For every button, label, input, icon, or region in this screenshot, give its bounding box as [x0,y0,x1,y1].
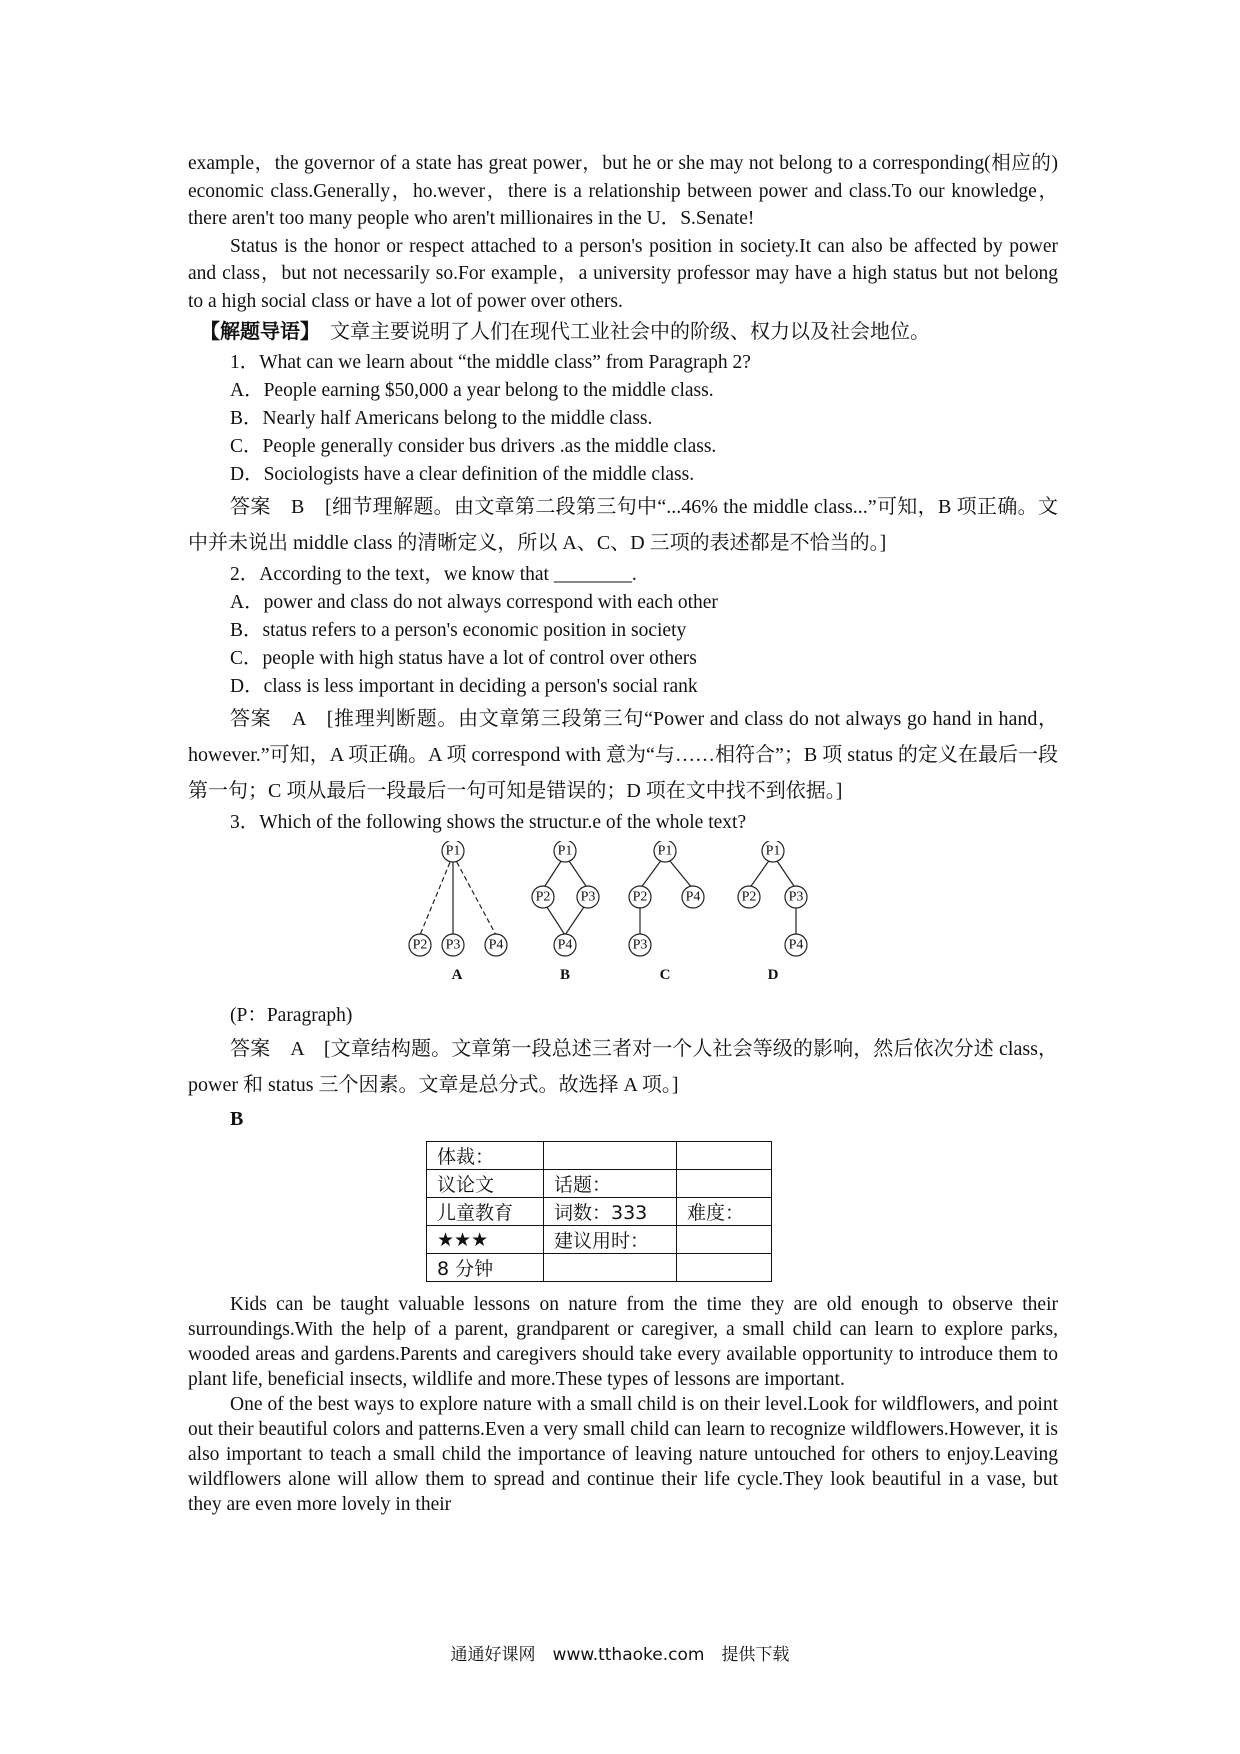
info-cell: 建议用时： [544,1226,677,1254]
info-cell: 议论文 [427,1170,544,1198]
info-cell [544,1142,677,1170]
node-label: P4 [557,937,573,953]
diagram-option-label: A [451,967,463,983]
answer-explanation: 答案 B [细节理解题。由文章第二段第三句中“...46% the middle class...”可知，B 项正确。文中并未说出 middle class 的清晰定义，所以 A、C、D 三项的表述都是不恰当的。] [188,496,1058,554]
node-label: P3 [580,889,596,905]
option: D．Sociologists have a clear definition of the middle class. [230,464,695,485]
answer-explanation: 答案 A [文章结构题。文章第一段总述三者对一个人社会等级的影响，然后依次分述 class，power 和 status 三个因素。文章是总分式。故选择 A 项。] [188,1038,1058,1096]
node-label: P4 [788,937,804,953]
node-label: P1 [657,843,673,859]
document-page [188,150,1058,1517]
info-cell [544,1254,677,1282]
info-cell [677,1170,772,1198]
question-3 [188,809,1058,1103]
node-label: P2 [741,889,757,905]
option: C．people with high status have a lot of control over others [230,648,697,669]
passage-a-paragraph: example，the governor of a state has great power，but he or she may not belong to a corresponding(相应的) economic class.Generally，ho.wever，there is a relationship between power and class.To our knowledge，there aren't too many people who aren't millionaires in the U．S.Senate! [188,153,1058,229]
question-2 [188,561,1058,809]
guide-label: 【解题导语】 [200,321,310,343]
node-label: P2 [412,937,428,953]
question-stem: 1．What can we learn about “the middle class” from Paragraph 2? [230,352,751,373]
info-cell: 8 分钟 [427,1254,544,1282]
node-label: P4 [685,889,701,905]
info-cell: 词数：333 [544,1198,677,1226]
passage-a-paragraph: Status is the honor or respect attached to a person's position in society.It can also be affected by power and class，but not necessarily so.For example，a university professor may have a high status but not belong to a high social class or have a lot of power over others. [188,235,1058,312]
node-label: P1 [445,843,461,859]
option: A．People earning $50,000 a year belong to the middle class. [230,380,714,401]
info-cell: 难度： [677,1198,772,1226]
guide-text: 文章主要说明了人们在现代工业社会中的阶级、权力以及社会地位。 [330,321,930,343]
diagram-option-label: B [559,967,571,983]
solving-guide [188,315,1058,349]
node-label: P3 [445,937,461,953]
section-b-heading: B [230,1108,244,1130]
node-label: P3 [632,937,648,953]
diagram-legend: (P：Paragraph) [230,1005,353,1026]
diagram-option-label: C [659,967,671,983]
info-cell [677,1254,772,1282]
info-cell: 儿童教育 [427,1198,544,1226]
passage-info-table [426,1141,772,1282]
option: B．status refers to a person's economic position in society [230,620,687,641]
info-cell [677,1226,772,1254]
info-cell: ★★★ [427,1226,544,1254]
option: B．Nearly half Americans belong to the middle class. [230,408,653,429]
diagram-option-label: D [767,967,779,983]
info-cell [677,1142,772,1170]
structure-diagrams [408,841,1058,1001]
page-footer: 通通好课网 www.tthaoke.com 提供下载 [450,1645,790,1665]
node-label: P1 [765,843,781,859]
node-label: P1 [557,843,573,859]
question-stem: 3．Which of the following shows the structur.e of the whole text? [230,812,747,833]
answer-explanation: 答案 A [推理判断题。由文章第三段第三句“Power and class do not always go hand in hand，however.”可知，A 项正确。A 项 correspond with 意为“与……相符合”；B 项 status 的定义在最后一段第一句；C 项从最后一段最后一句可知是错误的；D 项在文中找不到依据。] [188,708,1058,802]
question-stem: 2．According to the text，we know that ________. [230,564,637,585]
node-label: P4 [488,937,504,953]
question-1 [188,349,1058,561]
option: C．People generally consider bus drivers .as the middle class. [230,436,717,457]
passage-b-paragraph: One of the best ways to explore nature with a small child is on their level.Look for wildflowers, and point out their beautiful colors and patterns.Even a very small child can learn to recognize wildflowers.However, it is also important to teach a small child the importance of leaving nature untouched for others to enjoy.Leaving wildflowers alone will allow them to spread and continue their life cycle.They look beautiful in a vase, but they are even more lovely in their [188,1394,1058,1515]
passage-b-paragraph: Kids can be taught valuable lessons on nature from the time they are old enough to observe their surroundings.With the help of a parent, grandparent or caregiver, a small child can learn to explore parks, wooded areas and gardens.Parents and caregivers should take every available opportunity to introduce them to plant life, beneficial insects, wildlife and more.These types of lessons are important. [188,1294,1058,1390]
info-cell: 话题： [544,1170,677,1198]
node-label: P3 [788,889,804,905]
node-label: P2 [535,889,551,905]
option: A．power and class do not always correspond with each other [230,592,718,613]
info-cell: 体裁： [427,1142,544,1170]
node-label: P2 [632,889,648,905]
option: D．class is less important in deciding a person's social rank [230,676,698,697]
